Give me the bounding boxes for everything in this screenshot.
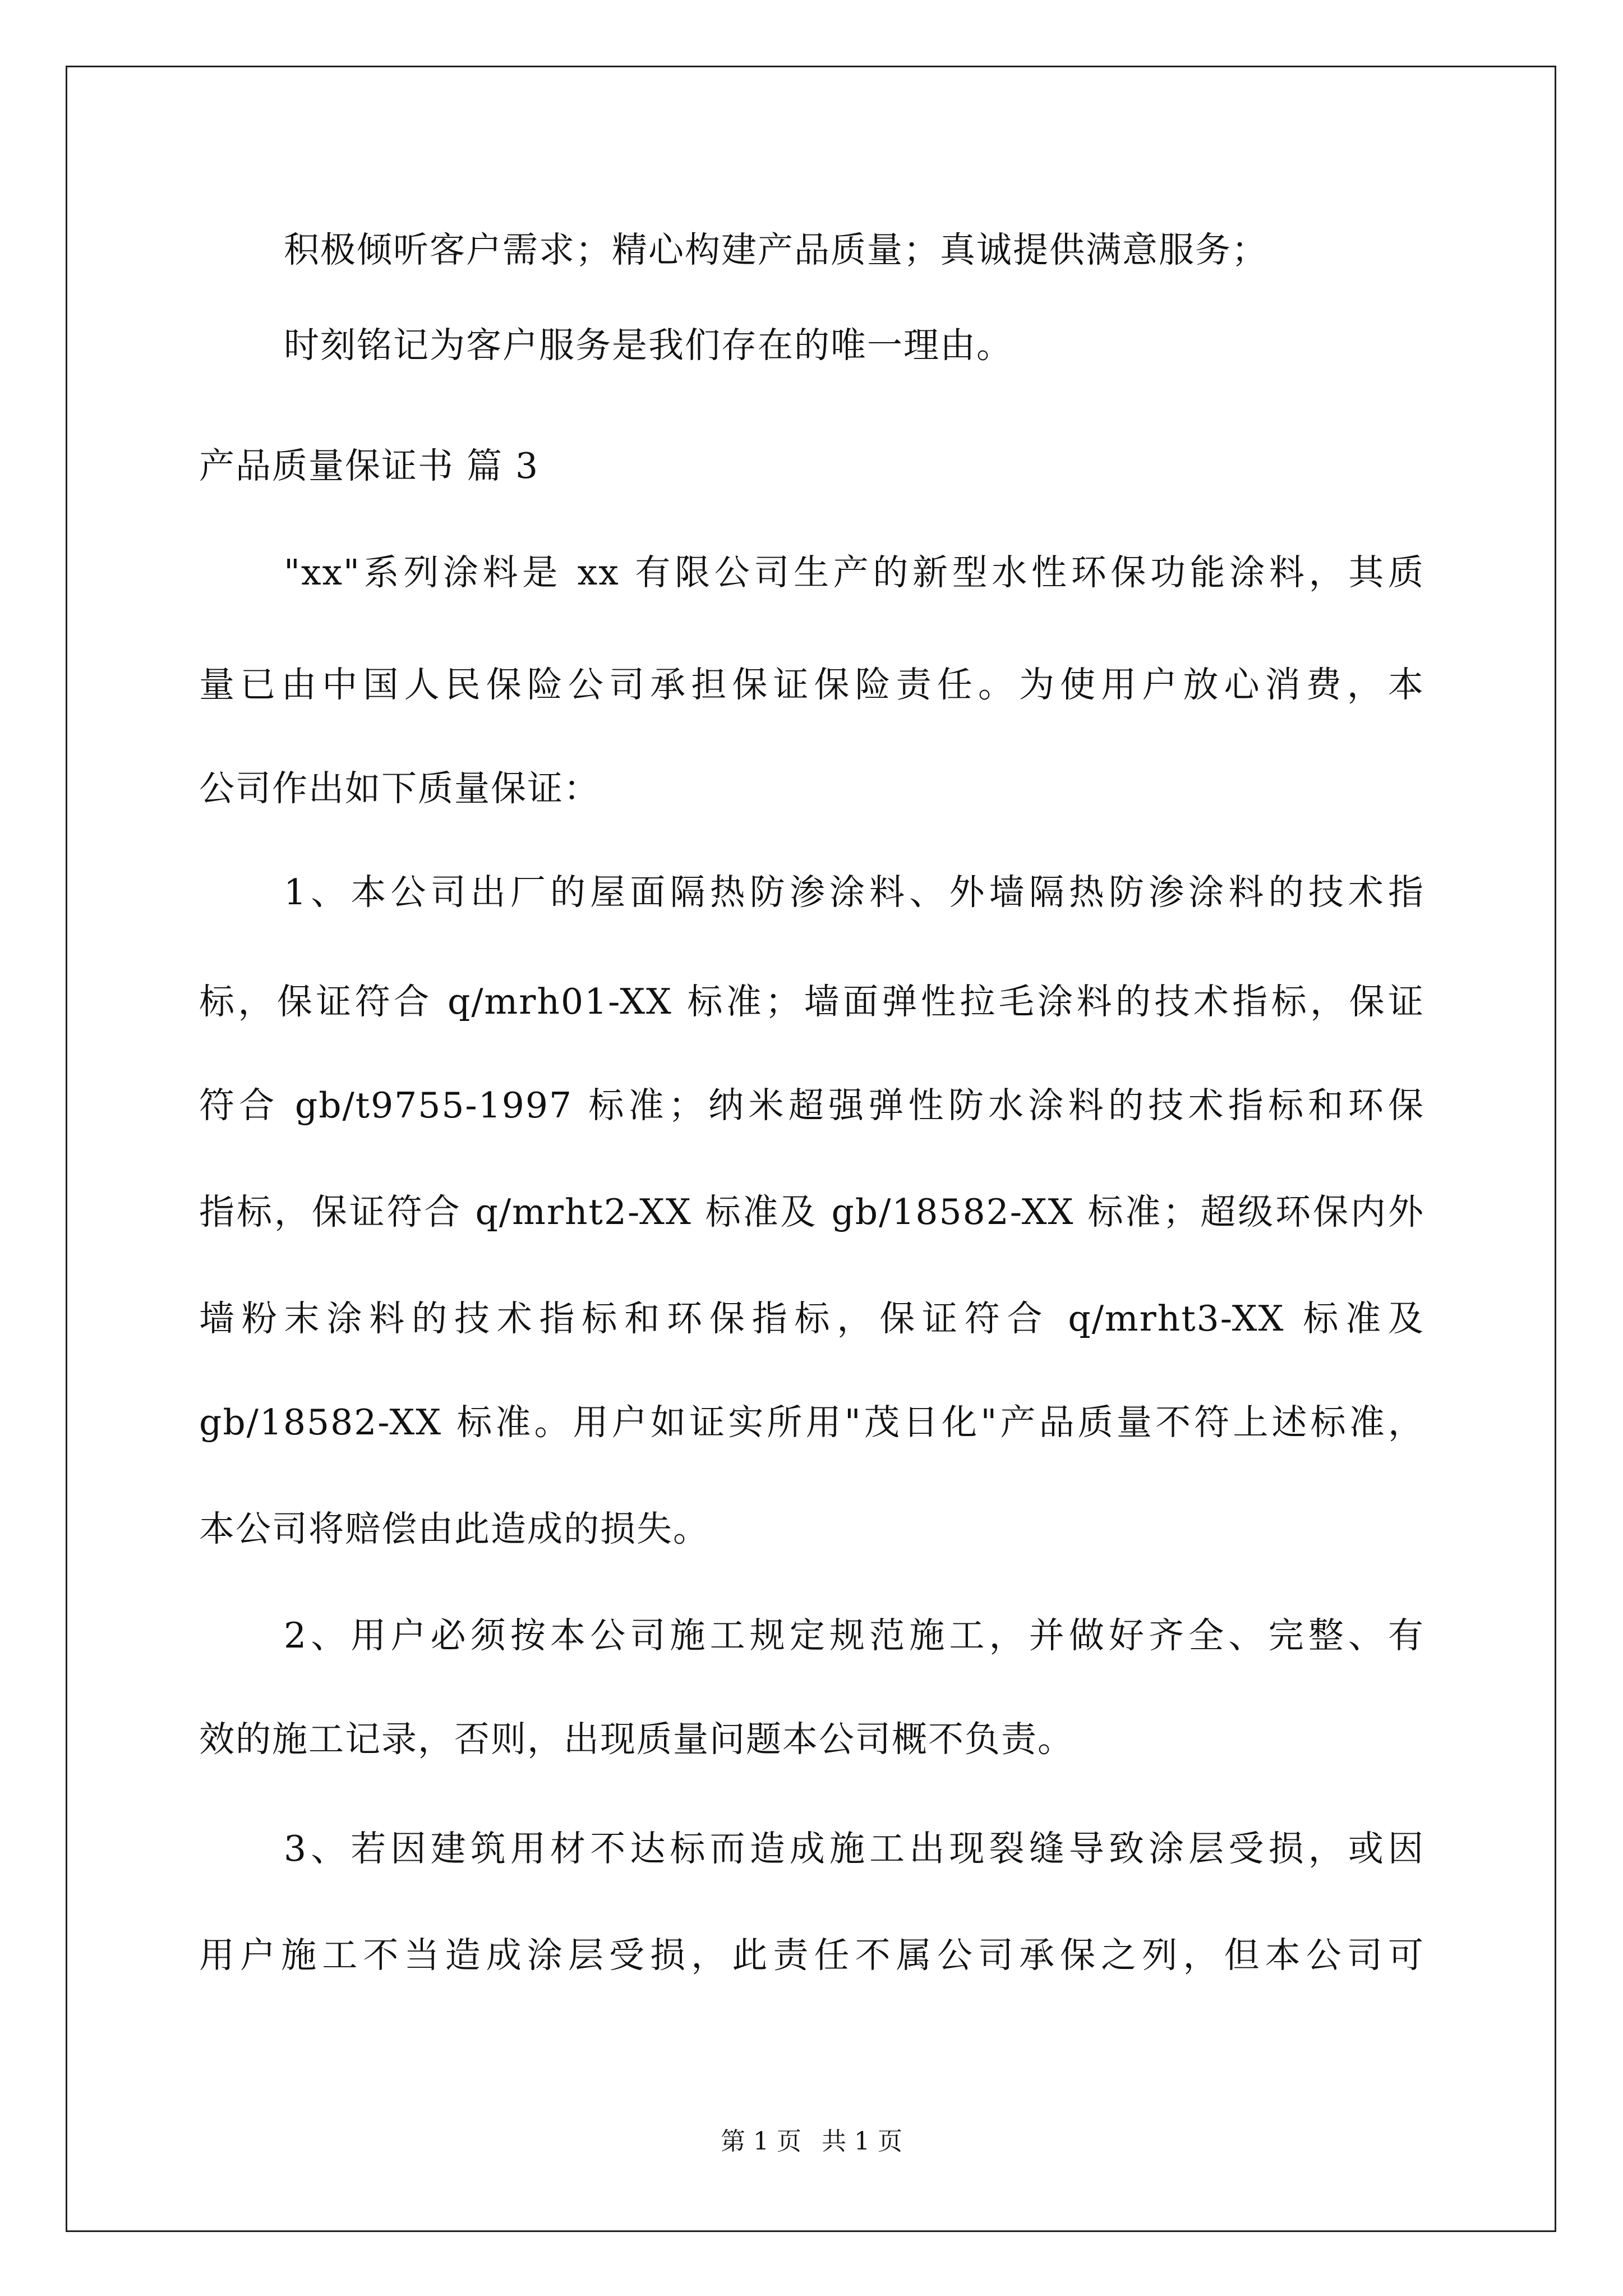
text-line: 用户施工不当造成涂层受损，此责任不属公司承保之列，但本公司可 bbox=[199, 1935, 1424, 1976]
text-line: 公司作出如下质量保证： bbox=[199, 768, 600, 809]
text-line: 量已由中国人民保险公司承担保证保险责任。为使用户放心消费，本 bbox=[199, 664, 1424, 705]
text-line: 本公司将赔偿由此造成的损失。 bbox=[199, 1508, 709, 1549]
text-line: 1、本公司出厂的屋面隔热防渗涂料、外墙隔热防渗涂料的技术指 bbox=[284, 872, 1424, 913]
text-line: 3、若因建筑用材不达标而造成施工出现裂缝导致涂层受损，或因 bbox=[284, 1828, 1424, 1869]
text-line: 2、用户必须按本公司施工规定规范施工，并做好齐全、完整、有 bbox=[284, 1615, 1424, 1656]
page-number: 第 1 页 bbox=[721, 2127, 801, 2156]
page-total: 共 1 页 bbox=[822, 2127, 902, 2156]
text-line: 积极倾听客户需求；精心构建产品质量；真诚提供满意服务； bbox=[284, 229, 1268, 270]
text-line: 指标，保证符合 q/mrht2-XX 标准及 gb/18582-XX 标准；超级环保内外 bbox=[199, 1191, 1424, 1232]
page-footer bbox=[0, 2126, 1623, 2157]
section-heading: 产品质量保证书 篇 3 bbox=[199, 445, 540, 486]
text-line: 效的施工记录，否则，出现质量问题本公司概不负责。 bbox=[199, 1719, 1074, 1760]
text-line: gb/18582-XX 标准。用户如证实所用"茂日化"产品质量不符上述标准， bbox=[199, 1402, 1424, 1443]
text-line: "xx"系列涂料是 xx 有限公司生产的新型水性环保功能涂料，其质 bbox=[284, 552, 1424, 593]
page-border bbox=[66, 66, 1556, 2232]
text-line: 墙粉末涂料的技术指标和环保指标，保证符合 q/mrht3-XX 标准及 bbox=[199, 1298, 1424, 1339]
text-line: 标，保证符合 q/mrh01-XX 标准；墙面弹性拉毛涂料的技术指标，保证 bbox=[199, 981, 1424, 1022]
text-line: 时刻铭记为客户服务是我们存在的唯一理由。 bbox=[284, 325, 1013, 366]
text-line: 符合 gb/t9755-1997 标准；纳米超强弹性防水涂料的技术指标和环保 bbox=[199, 1085, 1424, 1126]
